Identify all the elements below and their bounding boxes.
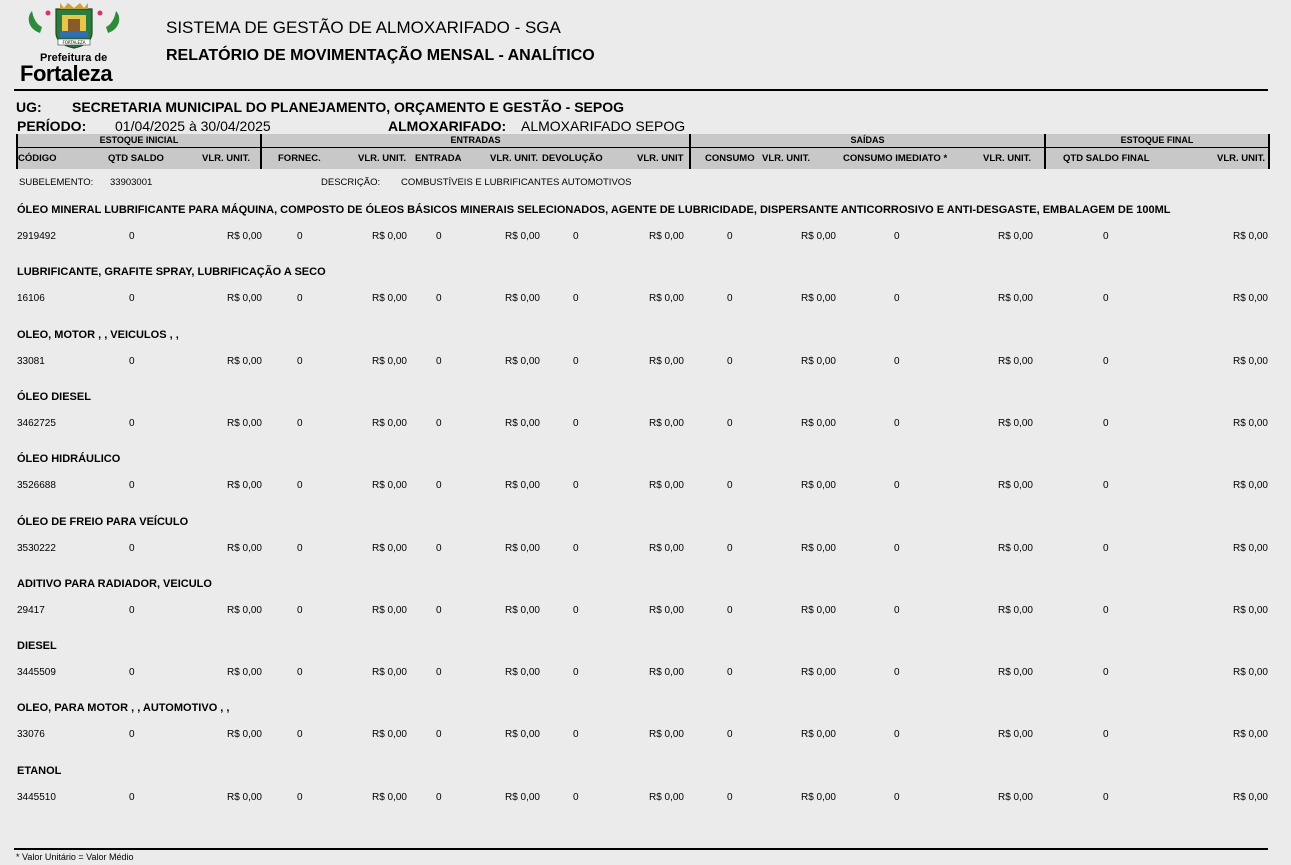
item-unit-value: R$ 0,00 — [800, 729, 836, 740]
item-unit-value: R$ 0,00 — [371, 792, 407, 803]
item-unit-value: R$ 0,00 — [800, 605, 836, 616]
item-code: 3462725 — [17, 418, 56, 429]
ug-label: UG: — [16, 99, 42, 115]
item-quantity: 0 — [894, 605, 900, 616]
item-unit-value: R$ 0,00 — [648, 293, 684, 304]
item-quantity: 0 — [129, 667, 135, 678]
group-saidas: SAÍDAS — [850, 135, 885, 145]
item-unit-value: R$ 0,00 — [504, 480, 540, 491]
item-unit-value: R$ 0,00 — [504, 667, 540, 678]
item-quantity: 0 — [297, 543, 303, 554]
item-unit-value: R$ 0,00 — [226, 418, 262, 429]
col-consumo-imediato: CONSUMO IMEDIATO * — [843, 153, 948, 164]
item-quantity: 0 — [573, 792, 579, 803]
system-title: SISTEMA DE GESTÃO DE ALMOXARIFADO - SGA — [166, 18, 561, 37]
item-unit-value: R$ 0,00 — [800, 792, 836, 803]
col-devolucao: DEVOLUÇÃO — [542, 153, 603, 164]
subelemento-label: SUBELEMENTO: — [19, 177, 94, 188]
item-description: ADITIVO PARA RADIADOR, VEICULO — [17, 578, 212, 590]
item-code: 3445509 — [17, 667, 56, 678]
item-quantity: 0 — [297, 231, 303, 242]
item-description: ETANOL — [17, 765, 62, 777]
item-quantity: 0 — [1103, 605, 1109, 616]
item-unit-value: R$ 0,00 — [1232, 667, 1268, 678]
item-unit-value: R$ 0,00 — [997, 792, 1033, 803]
item-quantity: 0 — [894, 792, 900, 803]
item-unit-value: R$ 0,00 — [1232, 792, 1268, 803]
item-quantity: 0 — [894, 293, 900, 304]
item-quantity: 0 — [573, 480, 579, 491]
ug-value: SECRETARIA MUNICIPAL DO PLANEJAMENTO, ORÇAMENTO E GESTÃO - SEPOG — [72, 99, 625, 115]
item-unit-value: R$ 0,00 — [1232, 729, 1268, 740]
item-quantity: 0 — [727, 293, 733, 304]
subelemento-value: 33903001 — [110, 177, 153, 188]
item-unit-value: R$ 0,00 — [648, 418, 684, 429]
item-quantity: 0 — [436, 792, 442, 803]
logo-text-line1: Prefeitura de — [40, 52, 108, 64]
item-unit-value: R$ 0,00 — [1232, 480, 1268, 491]
item-quantity: 0 — [129, 605, 135, 616]
item-quantity: 0 — [573, 231, 579, 242]
item-unit-value: R$ 0,00 — [504, 792, 540, 803]
item-quantity: 0 — [1103, 729, 1109, 740]
col-entrada: ENTRADA — [415, 153, 462, 164]
item-unit-value: R$ 0,00 — [648, 480, 684, 491]
item-quantity: 0 — [727, 418, 733, 429]
item-quantity: 0 — [727, 667, 733, 678]
item-description: ÓLEO DE FREIO PARA VEÍCULO — [17, 516, 189, 528]
item-quantity: 0 — [1103, 667, 1109, 678]
item-quantity: 0 — [436, 293, 442, 304]
item-description: DIESEL — [17, 640, 57, 652]
item-quantity: 0 — [573, 543, 579, 554]
item-unit-value: R$ 0,00 — [504, 729, 540, 740]
item-unit-value: R$ 0,00 — [371, 543, 407, 554]
item-quantity: 0 — [894, 418, 900, 429]
item-description: ÓLEO DIESEL — [17, 391, 91, 403]
col-vlr-unit: VLR. UNIT. — [1217, 153, 1266, 164]
item-unit-value: R$ 0,00 — [997, 480, 1033, 491]
item-unit-value: R$ 0,00 — [371, 667, 407, 678]
item-unit-value: R$ 0,00 — [1232, 605, 1268, 616]
item-quantity: 0 — [436, 418, 442, 429]
item-quantity: 0 — [129, 293, 135, 304]
item-code: 29417 — [17, 605, 45, 616]
item-unit-value: R$ 0,00 — [1232, 293, 1268, 304]
item-quantity: 0 — [727, 231, 733, 242]
item-quantity: 0 — [129, 356, 135, 367]
almoxarifado-value: ALMOXARIFADO SEPOG — [521, 118, 686, 134]
item-unit-value: R$ 0,00 — [226, 293, 262, 304]
group-estoque-final: ESTOQUE FINAL — [1120, 135, 1194, 145]
periodo-value: 01/04/2025 à 30/04/2025 — [115, 118, 271, 134]
item-code: 16106 — [17, 293, 45, 304]
item-unit-value: R$ 0,00 — [226, 729, 262, 740]
item-quantity: 0 — [297, 480, 303, 491]
item-unit-value: R$ 0,00 — [226, 792, 262, 803]
item-quantity: 0 — [436, 480, 442, 491]
item-unit-value: R$ 0,00 — [997, 605, 1033, 616]
item-quantity: 0 — [129, 418, 135, 429]
item-unit-value: R$ 0,00 — [800, 418, 836, 429]
item-unit-value: R$ 0,00 — [226, 543, 262, 554]
item-quantity: 0 — [436, 667, 442, 678]
item-quantity: 0 — [297, 418, 303, 429]
item-unit-value: R$ 0,00 — [504, 605, 540, 616]
item-quantity: 0 — [727, 480, 733, 491]
item-quantity: 0 — [573, 293, 579, 304]
col-codigo: CÓDIGO — [18, 153, 57, 164]
report-title: RELATÓRIO DE MOVIMENTAÇÃO MENSAL - ANALÍTICO — [166, 47, 595, 64]
item-unit-value: R$ 0,00 — [648, 543, 684, 554]
item-quantity: 0 — [894, 356, 900, 367]
item-unit-value: R$ 0,00 — [648, 792, 684, 803]
item-unit-value: R$ 0,00 — [371, 480, 407, 491]
item-unit-value: R$ 0,00 — [997, 231, 1033, 242]
item-unit-value: R$ 0,00 — [371, 231, 407, 242]
item-unit-value: R$ 0,00 — [648, 231, 684, 242]
col-vlr-unit: VLR. UNIT. — [202, 153, 251, 164]
item-quantity: 0 — [727, 356, 733, 367]
item-description: OLEO, PARA MOTOR , , AUTOMOTIVO , , — [17, 702, 230, 714]
item-unit-value: R$ 0,00 — [1232, 418, 1268, 429]
col-vlr-unit: VLR. UNIT — [637, 153, 684, 164]
item-unit-value: R$ 0,00 — [800, 356, 836, 367]
item-unit-value: R$ 0,00 — [226, 480, 262, 491]
item-quantity: 0 — [297, 792, 303, 803]
item-quantity: 0 — [129, 543, 135, 554]
item-quantity: 0 — [727, 729, 733, 740]
item-description: ÓLEO MINERAL LUBRIFICANTE PARA MÁQUINA, COMPOSTO DE ÓLEOS BÁSICOS MINERAIS SELECIONADOS, AGENTE DE LUBRICIDADE, DISPERSANTE ANTICORROSIVO E ANTI-DESGASTE, EMBALAGEM DE 100ML — [17, 204, 1171, 216]
item-description: ÓLEO HIDRÁULICO — [17, 453, 121, 465]
item-quantity: 0 — [894, 729, 900, 740]
item-unit-value: R$ 0,00 — [997, 543, 1033, 554]
item-quantity: 0 — [129, 792, 135, 803]
item-code: 33076 — [17, 729, 45, 740]
item-unit-value: R$ 0,00 — [1232, 543, 1268, 554]
item-code: 2919492 — [17, 231, 56, 242]
item-unit-value: R$ 0,00 — [226, 231, 262, 242]
col-fornec: FORNEC. — [278, 153, 321, 164]
item-unit-value: R$ 0,00 — [997, 667, 1033, 678]
item-quantity: 0 — [1103, 356, 1109, 367]
col-vlr-unit: VLR. UNIT. — [983, 153, 1032, 164]
item-quantity: 0 — [297, 667, 303, 678]
item-quantity: 0 — [297, 293, 303, 304]
item-quantity: 0 — [436, 605, 442, 616]
item-unit-value: R$ 0,00 — [371, 418, 407, 429]
item-quantity: 0 — [129, 231, 135, 242]
item-quantity: 0 — [297, 605, 303, 616]
logo-text-line2: Fortaleza — [20, 61, 113, 86]
item-unit-value: R$ 0,00 — [800, 231, 836, 242]
item-code: 33081 — [17, 356, 45, 367]
item-quantity: 0 — [573, 605, 579, 616]
item-unit-value: R$ 0,00 — [371, 605, 407, 616]
item-quantity: 0 — [1103, 480, 1109, 491]
group-entradas: ENTRADAS — [450, 135, 501, 145]
group-estoque-inicial: ESTOQUE INICIAL — [99, 135, 179, 145]
item-unit-value: R$ 0,00 — [648, 356, 684, 367]
item-quantity: 0 — [436, 729, 442, 740]
item-unit-value: R$ 0,00 — [1232, 231, 1268, 242]
item-quantity: 0 — [297, 356, 303, 367]
item-description: LUBRIFICANTE, GRAFITE SPRAY, LUBRIFICAÇÃO A SECO — [17, 266, 326, 278]
col-qtd-saldo-final: QTD SALDO FINAL — [1063, 153, 1150, 164]
item-unit-value: R$ 0,00 — [800, 293, 836, 304]
item-unit-value: R$ 0,00 — [504, 231, 540, 242]
item-quantity: 0 — [894, 231, 900, 242]
item-quantity: 0 — [1103, 792, 1109, 803]
item-quantity: 0 — [727, 543, 733, 554]
descricao-value: COMBUSTÍVEIS E LUBRIFICANTES AUTOMOTIVOS — [401, 177, 632, 188]
item-unit-value: R$ 0,00 — [800, 667, 836, 678]
item-quantity: 0 — [297, 729, 303, 740]
item-quantity: 0 — [436, 543, 442, 554]
item-unit-value: R$ 0,00 — [1232, 356, 1268, 367]
svg-text:FORTALEZA: FORTALEZA — [62, 40, 86, 45]
item-quantity: 0 — [1103, 293, 1109, 304]
item-quantity: 0 — [436, 356, 442, 367]
header-group-underline — [16, 147, 1270, 148]
item-quantity: 0 — [573, 356, 579, 367]
item-unit-value: R$ 0,00 — [800, 543, 836, 554]
footer-divider — [14, 848, 1268, 850]
item-unit-value: R$ 0,00 — [504, 293, 540, 304]
item-quantity: 0 — [129, 480, 135, 491]
item-unit-value: R$ 0,00 — [371, 356, 407, 367]
header-separator — [1268, 134, 1270, 169]
col-vlr-unit: VLR. UNIT. — [762, 153, 811, 164]
item-quantity: 0 — [436, 231, 442, 242]
item-code: 3526688 — [17, 480, 56, 491]
item-code: 3445510 — [17, 792, 56, 803]
item-unit-value: R$ 0,00 — [997, 293, 1033, 304]
item-unit-value: R$ 0,00 — [504, 356, 540, 367]
item-description: OLEO, MOTOR , , VEICULOS , , — [17, 329, 179, 341]
col-consumo: CONSUMO — [705, 153, 755, 164]
item-unit-value: R$ 0,00 — [504, 543, 540, 554]
col-vlr-unit: VLR. UNIT. — [358, 153, 407, 164]
item-quantity: 0 — [727, 792, 733, 803]
item-unit-value: R$ 0,00 — [648, 667, 684, 678]
item-unit-value: R$ 0,00 — [226, 667, 262, 678]
item-unit-value: R$ 0,00 — [648, 729, 684, 740]
item-quantity: 0 — [1103, 231, 1109, 242]
item-quantity: 0 — [727, 605, 733, 616]
almoxarifado-label: ALMOXARIFADO: — [388, 118, 507, 134]
footer-note: * Valor Unitário = Valor Médio — [16, 852, 134, 862]
item-unit-value: R$ 0,00 — [504, 418, 540, 429]
item-quantity: 0 — [894, 480, 900, 491]
item-unit-value: R$ 0,00 — [800, 480, 836, 491]
item-unit-value: R$ 0,00 — [997, 418, 1033, 429]
item-unit-value: R$ 0,00 — [997, 356, 1033, 367]
item-unit-value: R$ 0,00 — [997, 729, 1033, 740]
item-unit-value: R$ 0,00 — [371, 293, 407, 304]
item-quantity: 0 — [1103, 418, 1109, 429]
item-quantity: 0 — [894, 543, 900, 554]
item-quantity: 0 — [1103, 543, 1109, 554]
item-unit-value: R$ 0,00 — [226, 605, 262, 616]
item-quantity: 0 — [573, 667, 579, 678]
periodo-label: PERÍODO: — [17, 118, 87, 134]
descricao-label: DESCRIÇÃO: — [321, 177, 381, 188]
item-code: 3530222 — [17, 543, 56, 554]
col-vlr-unit: VLR. UNIT. — [490, 153, 539, 164]
item-quantity: 0 — [894, 667, 900, 678]
col-qtd-saldo: QTD SALDO — [108, 153, 164, 164]
item-quantity: 0 — [129, 729, 135, 740]
header-divider — [14, 89, 1268, 91]
item-quantity: 0 — [573, 418, 579, 429]
item-unit-value: R$ 0,00 — [648, 605, 684, 616]
item-unit-value: R$ 0,00 — [226, 356, 262, 367]
item-unit-value: R$ 0,00 — [371, 729, 407, 740]
item-quantity: 0 — [573, 729, 579, 740]
